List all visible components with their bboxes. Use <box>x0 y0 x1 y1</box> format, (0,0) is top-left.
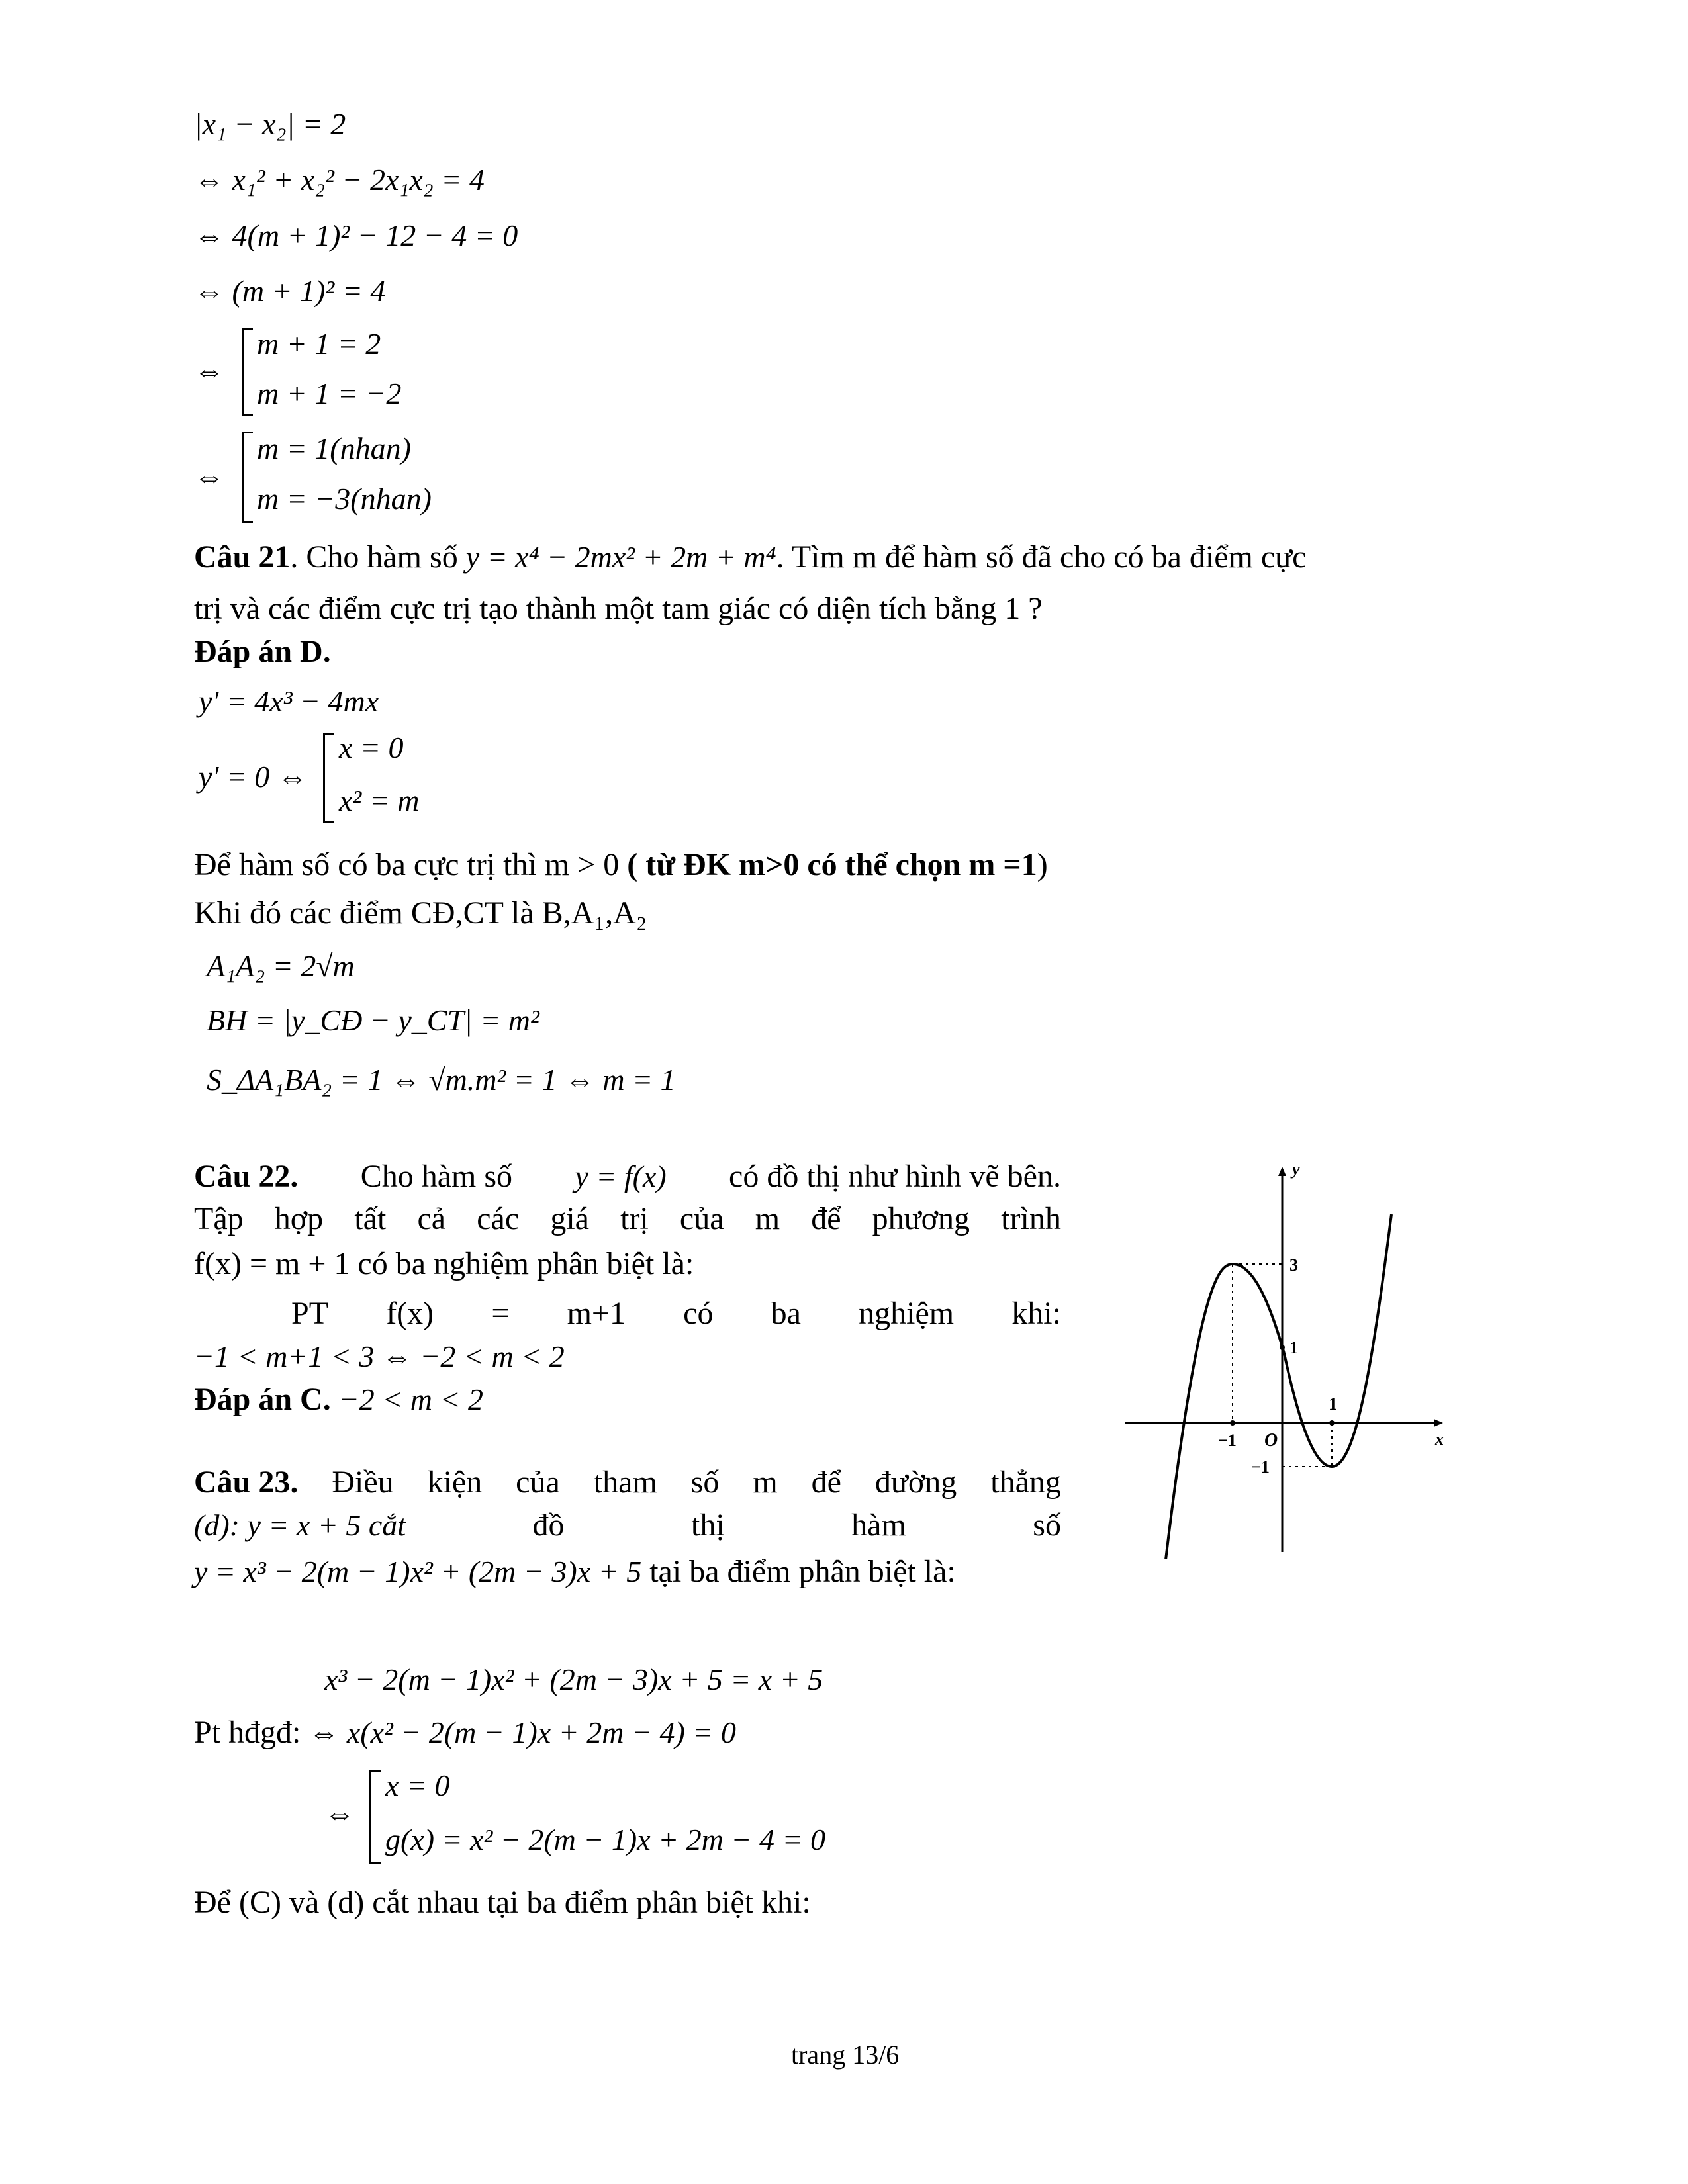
q22-line3: f(x) = m + 1 có ba nghiệm phân biệt là: <box>194 1246 694 1281</box>
word: số <box>690 1465 720 1500</box>
q22-answer: Đáp án C. <box>194 1382 331 1417</box>
q23-eq2: ⇔ x(x² − 2(m − 1)x + 2m − 4) = 0 <box>308 1715 736 1749</box>
iff-symbol: ⇔ <box>324 1796 355 1830</box>
q22-answer-line <box>194 1380 483 1420</box>
origin-label: O <box>1264 1430 1278 1451</box>
word: số <box>1033 1508 1061 1543</box>
q21-text2: . Tìm m để hàm số đã cho có ba điểm cực <box>776 539 1307 574</box>
q23-label: Câu 23. <box>194 1465 299 1500</box>
q21-formula: y = x⁴ − 2mx² + 2m + m⁴ <box>465 540 776 574</box>
q21-line2: trị và các điểm cực trị tạo thành một tam giác có diện tích bằng 1 ? <box>194 591 1043 626</box>
q22-inequality: −1 < m+1 < 3 ⇔ −2 < m < 2 <box>194 1340 565 1373</box>
eq-abs-diff: |x₁ − x₂| = 2 <box>194 107 346 141</box>
q22-line1 <box>194 1157 1061 1197</box>
word: trình <box>1001 1201 1061 1236</box>
word: các <box>477 1201 520 1236</box>
q22-text2: có đồ thị như hình vẽ bên. <box>729 1159 1061 1194</box>
q21-cond-note: ( từ ĐK m>0 có thể chọn m =1 <box>627 847 1037 882</box>
word: của <box>516 1465 560 1500</box>
tick-y1: 1 <box>1289 1338 1298 1357</box>
word: phương <box>872 1201 970 1236</box>
word: = <box>491 1296 510 1331</box>
word: cả <box>417 1201 446 1236</box>
y-axis-arrow <box>1278 1167 1286 1176</box>
page-number: trang 13/6 <box>791 2040 900 2070</box>
iff-symbol: ⇔ <box>194 353 224 387</box>
q21-text1: . Cho hàm số <box>290 539 466 574</box>
point-xneg1 <box>1230 1420 1235 1426</box>
q21-cond-text: Để hàm số có ba cực trị thì m > 0 <box>194 847 628 882</box>
q23-line-equation: (d): y = x + 5 cắt <box>194 1508 406 1542</box>
word: thị <box>691 1508 725 1543</box>
q21-label: Câu 21 <box>194 539 291 574</box>
point-y1 <box>1280 1345 1285 1350</box>
word: có <box>683 1296 714 1331</box>
q23-eq1: x³ − 2(m − 1)x² + (2m − 3)x + 5 = x + 5 <box>324 1662 823 1696</box>
q21-points: Khi đó các điểm CĐ,CT là B,A₁,A₂ <box>194 895 647 931</box>
cubic-graph <box>1119 1155 1463 1559</box>
word: m+1 <box>567 1296 626 1331</box>
q21-formula-bh: BH = |y_CĐ − y_CT| = m² <box>207 1003 539 1037</box>
q21-answer: Đáp án D. <box>194 634 331 669</box>
q22-answer-value: −2 < m < 2 <box>338 1383 484 1416</box>
word: ba <box>771 1296 801 1331</box>
word: khi: <box>1011 1296 1061 1331</box>
tick-1: 1 <box>1329 1394 1337 1414</box>
word: nghiệm <box>859 1296 955 1331</box>
q21-derivative-zero: y' = 0 ⇔ <box>199 760 308 794</box>
word: Tập <box>194 1201 244 1236</box>
word: Điều <box>332 1465 394 1500</box>
tick-neg1: −1 <box>1218 1431 1237 1450</box>
word: hợp <box>274 1201 324 1236</box>
word: tham <box>593 1465 657 1500</box>
word: đường <box>874 1465 957 1500</box>
q23-line3 <box>194 1552 956 1592</box>
case-1b: m + 1 = −2 <box>257 377 402 410</box>
word: m <box>755 1201 780 1236</box>
word: đồ <box>532 1508 565 1543</box>
eq-expand: ⇔ 4(m + 1)² − 12 − 4 = 0 <box>194 218 518 252</box>
q21-derivative: y' = 4x³ − 4mx <box>199 684 379 718</box>
q21-case-a: x = 0 <box>339 731 404 764</box>
q22-line2 <box>194 1199 1061 1239</box>
word: hàm <box>851 1508 906 1543</box>
q23-line1 <box>194 1463 1061 1502</box>
q21-condition <box>194 845 1048 885</box>
point-x1 <box>1329 1420 1335 1426</box>
q22-text1: Cho hàm số <box>360 1159 513 1194</box>
q23-text: tại ba điểm phân biệt là: <box>641 1554 956 1589</box>
case-2a: m = 1(nhan) <box>257 432 411 465</box>
case-bracket <box>242 328 253 416</box>
word: thẳng <box>990 1465 1061 1500</box>
cubic-curve <box>1165 1214 1391 1559</box>
word: tất <box>354 1201 387 1236</box>
x-axis-arrow <box>1434 1419 1443 1427</box>
word: của <box>679 1201 724 1236</box>
q21-cond-end: ) <box>1037 847 1048 882</box>
word: để <box>811 1465 841 1500</box>
tick-3: 3 <box>1289 1255 1298 1275</box>
iff-symbol: ⇔ <box>194 459 224 493</box>
q23-eq2-label: Pt hđgđ: <box>194 1715 301 1750</box>
q22-line4 <box>291 1294 1061 1334</box>
word: m <box>753 1465 778 1500</box>
q22-formula: y = f(x) <box>575 1160 667 1193</box>
word: f(x) <box>386 1296 434 1331</box>
case-bracket <box>369 1770 381 1864</box>
word: kiện <box>427 1465 483 1500</box>
q23-last-line: Để (C) và (d) cắt nhau tại ba điểm phân biệt khi: <box>194 1885 811 1920</box>
q23-cubic: y = x³ − 2(m − 1)x² + (2m − 3)x + 5 <box>194 1555 642 1588</box>
q23-case-b: g(x) = x² − 2(m − 1)x + 2m − 4 = 0 <box>385 1823 826 1856</box>
word: giá <box>550 1201 589 1236</box>
x-label: x <box>1435 1430 1444 1449</box>
case-1a: m + 1 = 2 <box>257 327 381 361</box>
q22-label: Câu 22. <box>194 1159 299 1194</box>
y-label: y <box>1292 1160 1300 1179</box>
q23-eq2-line <box>194 1713 736 1752</box>
word: PT <box>291 1296 329 1331</box>
q23-line2 <box>194 1506 1061 1545</box>
case-2b: m = −3(nhan) <box>257 482 432 516</box>
eq-square: ⇔ (m + 1)² = 4 <box>194 274 386 308</box>
q21-formula-a1a2: A₁A₂ = 2√m <box>207 949 355 983</box>
word: trị <box>620 1201 649 1236</box>
q21-formula-area: S_ΔA₁BA₂ = 1 ⇔ √m.m² = 1 ⇔ m = 1 <box>207 1063 676 1097</box>
case-bracket <box>242 432 253 523</box>
q23-case-a: x = 0 <box>385 1768 450 1802</box>
eq-sum-squares: ⇔ x₁² + x₂² − 2x₁x₂ = 4 <box>194 163 485 197</box>
word: để <box>811 1201 841 1236</box>
q21-case-b: x² = m <box>339 784 420 817</box>
q21-line1 <box>194 537 1306 577</box>
case-bracket <box>323 733 334 823</box>
tick-yneg1: −1 <box>1251 1457 1270 1477</box>
